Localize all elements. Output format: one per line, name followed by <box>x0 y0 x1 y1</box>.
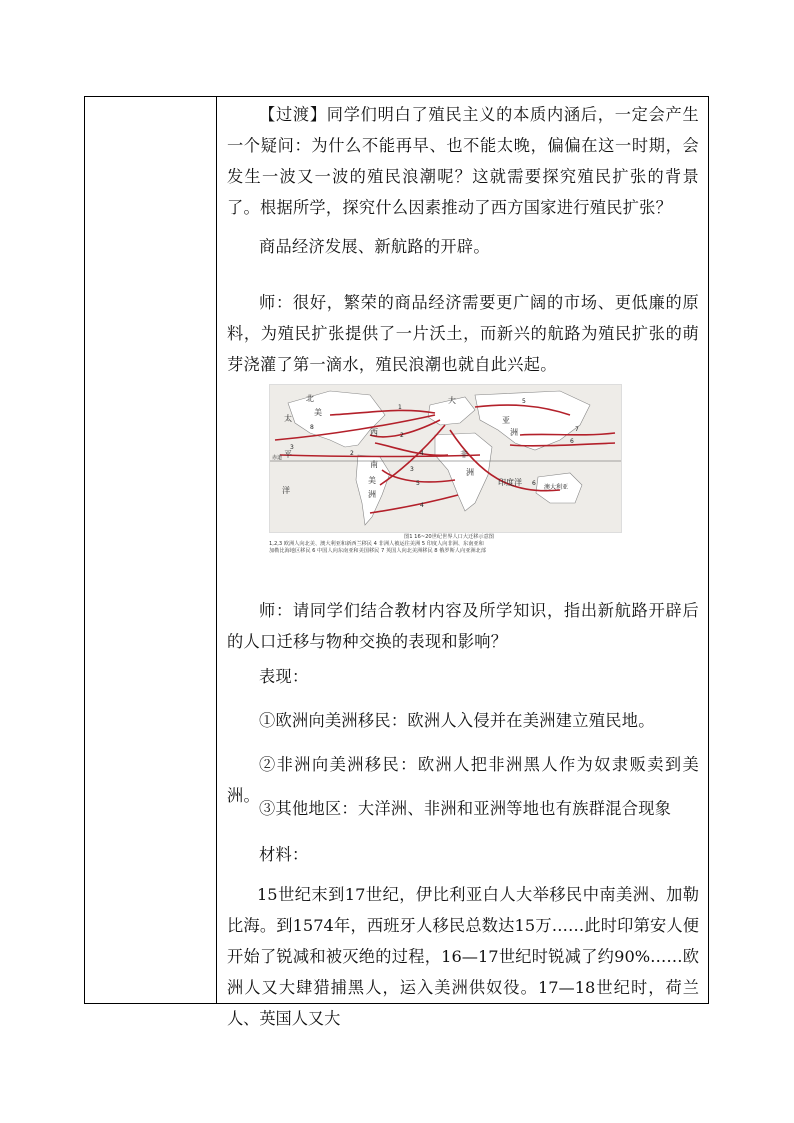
map-caption-line-1: 1,2,3 欧洲人向北美、澳大利亚和新西兰移民 4 非洲人被运往美洲 5 印度人向非洲、东南亚和 <box>269 541 484 548</box>
label-zhou3: 洲 <box>466 468 474 477</box>
label-xi: 西 <box>370 428 378 437</box>
label-tai: 太 <box>284 414 292 423</box>
route-number-10: 6 <box>532 480 536 487</box>
label-australia: 澳大利亚 <box>544 484 569 491</box>
answer-paragraph: 商品经济发展、新航路的开辟。 <box>259 237 490 256</box>
map-caption-line-2: 加勒比海地区移民 6 中国人向东南亚和美国移民 7 英国人向北美洲移民 8 俄罗斯人向亚洲北部 <box>269 548 486 555</box>
label-mei: 美 <box>314 408 322 417</box>
route-number-3: 3 <box>410 466 414 473</box>
label-fei: 非 <box>460 450 468 459</box>
label-nan: 南 <box>370 460 378 469</box>
performance-heading: 表现： <box>259 667 309 686</box>
route-number-8: 8 <box>310 424 314 431</box>
layout-table <box>84 96 709 1028</box>
route-number-1: 1 <box>398 404 402 411</box>
performance-item-3: ③其他地区：大洋洲、非洲和亚洲等地也有族群混合现象 <box>259 799 672 818</box>
world-map-svg <box>270 385 621 532</box>
performance-item-2: ②非洲向美洲移民：欧洲人把非洲黑人作为奴隶贩卖到美洲。 <box>227 755 699 805</box>
material-paragraph: 15世纪末到17世纪，伊比利亚白人大举移民中南美洲、加勒比海。到1574年，西班牙人移民总数达15万……此时印第安人便开始了锐减和被灭绝的过程，16—17世纪时锐减了约90%……欧洲人又大肆猎捕黑人，运入美洲供奴役。17—18世纪时，荷兰人、英国人又大 <box>227 885 699 1028</box>
label-zhou2: 洲 <box>510 428 518 437</box>
label-indian: 印度洋 <box>498 478 522 487</box>
teacher-paragraph-2: 师：请同学们结合教材内容及所学知识，指出新航路开辟后的人口迁移与物种交换的表现和影响？ <box>227 601 699 651</box>
material-heading: 材料： <box>259 845 309 864</box>
label-north: 北 <box>306 394 314 403</box>
label-ya: 亚 <box>502 416 510 425</box>
route-number-4: 4 <box>420 450 424 457</box>
route-number-9: 5 <box>522 398 526 405</box>
route-number-2: 2 <box>400 432 404 439</box>
route-number-5: 5 <box>416 480 420 487</box>
transition-paragraph: 【过渡】同学们明白了殖民主义的本质内涵后，一定会产生一个疑问：为什么不能再早、也不能太晚，偏偏在这一时期，会发生一波又一波的殖民浪潮呢？这就需要探究殖民扩张的背景了。根据所学，探究什么因素推动了西方国家进行殖民扩张？ <box>227 105 699 217</box>
label-yang: 洋 <box>282 486 290 495</box>
map-caption <box>269 534 629 556</box>
route-number-13: 3 <box>290 444 294 451</box>
route-number-12: 2 <box>350 450 354 457</box>
route-number-7: 7 <box>575 426 579 433</box>
label-da: 大 <box>448 396 456 405</box>
route-number-11: 4 <box>420 502 424 509</box>
column-divider <box>216 97 217 1003</box>
map-caption-title: 图1 16~20世纪世界人口大迁移示意图 <box>404 534 494 540</box>
label-ping: 平 <box>284 450 292 459</box>
route-number-6: 6 <box>570 438 574 445</box>
label-equator: 赤道 <box>272 455 283 461</box>
label-zhou: 洲 <box>368 490 376 499</box>
label-america: 美 <box>368 476 376 485</box>
migration-map <box>269 384 622 533</box>
teacher-paragraph-1: 师：很好，繁荣的商品经济需要更广阔的市场、更低廉的原料，为殖民扩张提供了一片沃土，而新兴的航路为殖民扩张的萌芽浇灌了第一滴水，殖民浪潮也就自此兴起。 <box>227 293 699 374</box>
performance-item-1: ①欧洲向美洲移民：欧洲人入侵并在美洲建立殖民地。 <box>259 711 655 730</box>
